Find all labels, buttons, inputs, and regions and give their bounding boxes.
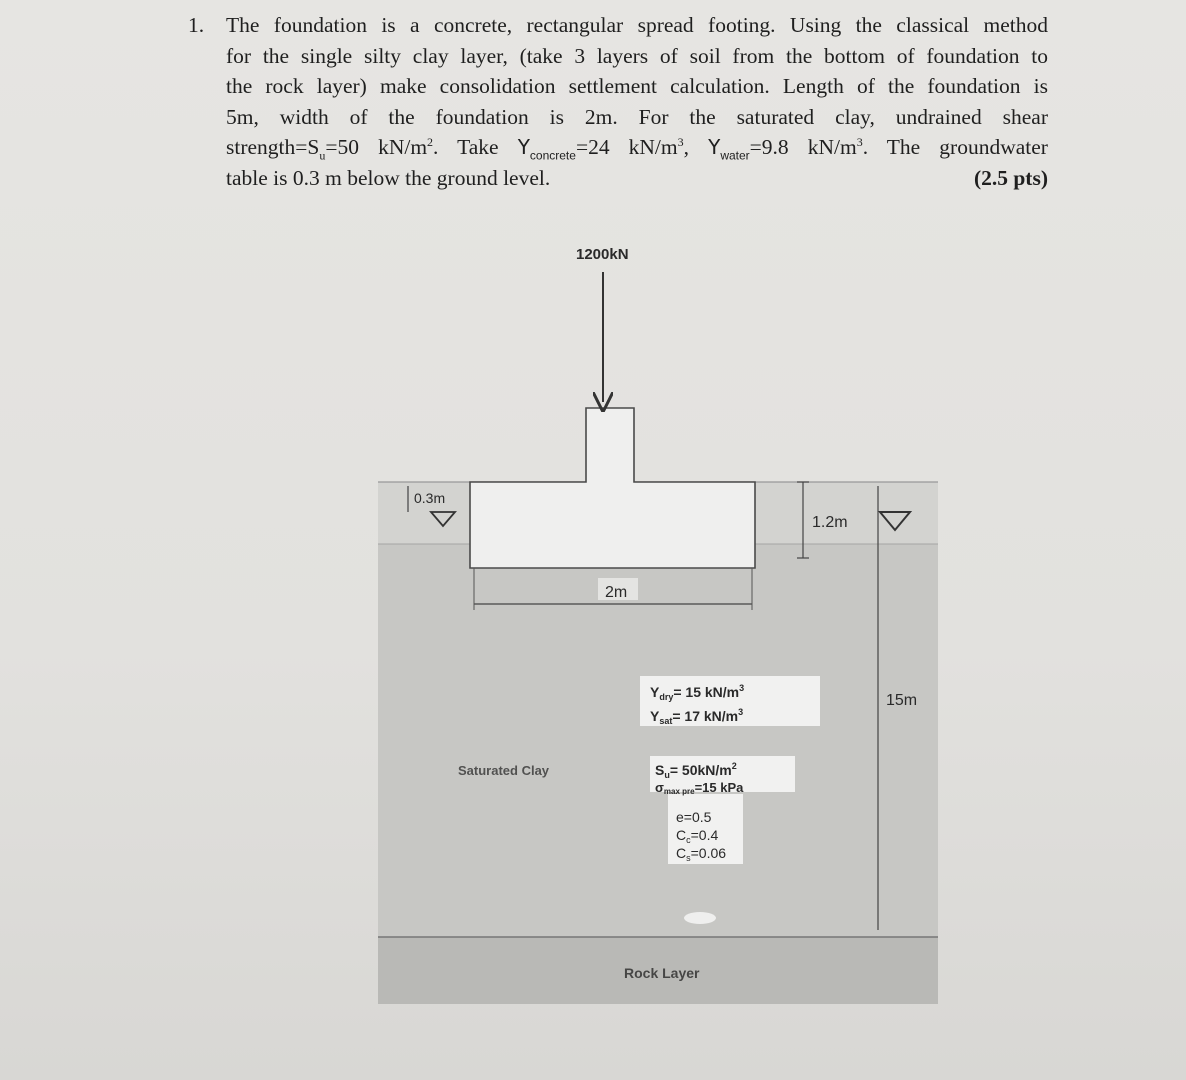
footing — [470, 408, 755, 568]
question-line-formula: $strength=S_u=50$ $kN/m^2$. Take $Y_{concrete}=24$ $kN/m^3$, $Y_{water}=9.8$ $kN/m^3$. The groundwater — [226, 134, 1048, 163]
soil-name-label: Saturated Clay — [458, 763, 550, 778]
question-number: 1. — [188, 13, 205, 37]
rock-layer-label: Rock Layer — [624, 965, 700, 981]
question-line: 5m, width of the foundation is 2m. For the saturated clay, undrained shear — [226, 104, 1048, 129]
footing-depth-label: 1.2m — [812, 514, 848, 531]
clay-layer — [378, 544, 938, 937]
smudge — [684, 912, 716, 924]
su-text: $S_u= 50kN/m^2$ — [655, 761, 737, 780]
gamma-dry-text: $Y_{dry}= 15$ $kN/m^3$ — [650, 683, 745, 702]
cc-text: $C_c=0.4$ — [676, 827, 719, 845]
question-line: the rock layer) make consolidation settlement calculation. Length of the foundation is — [226, 74, 1048, 98]
question-line-last: table is 0.3 m below the ground level. (2.5 pts) — [226, 163, 1048, 194]
void-ratio-text: e=0.5 — [676, 809, 712, 825]
points-label: (2.5 pts) — [973, 165, 1048, 190]
width-label: 2m — [605, 584, 628, 601]
water-depth-label: 0.3m — [414, 490, 446, 506]
question-line: for the single silty clay layer, (take 3 layers of soil from the bottom of foundation to — [226, 43, 1048, 68]
question-line: The foundation is a concrete, rectangular spread footing. Using the classical method — [226, 13, 1048, 37]
cs-text: $C_s=0.06$ — [676, 845, 727, 863]
load-label: 1200kN — [576, 246, 629, 263]
gamma-sat-text: $Y_{sat}= 17$ $kN/m^3$ — [650, 707, 744, 726]
layer-thickness-label: 15m — [886, 692, 918, 709]
sigma-text: σmax pre=15 kPa — [655, 780, 744, 796]
